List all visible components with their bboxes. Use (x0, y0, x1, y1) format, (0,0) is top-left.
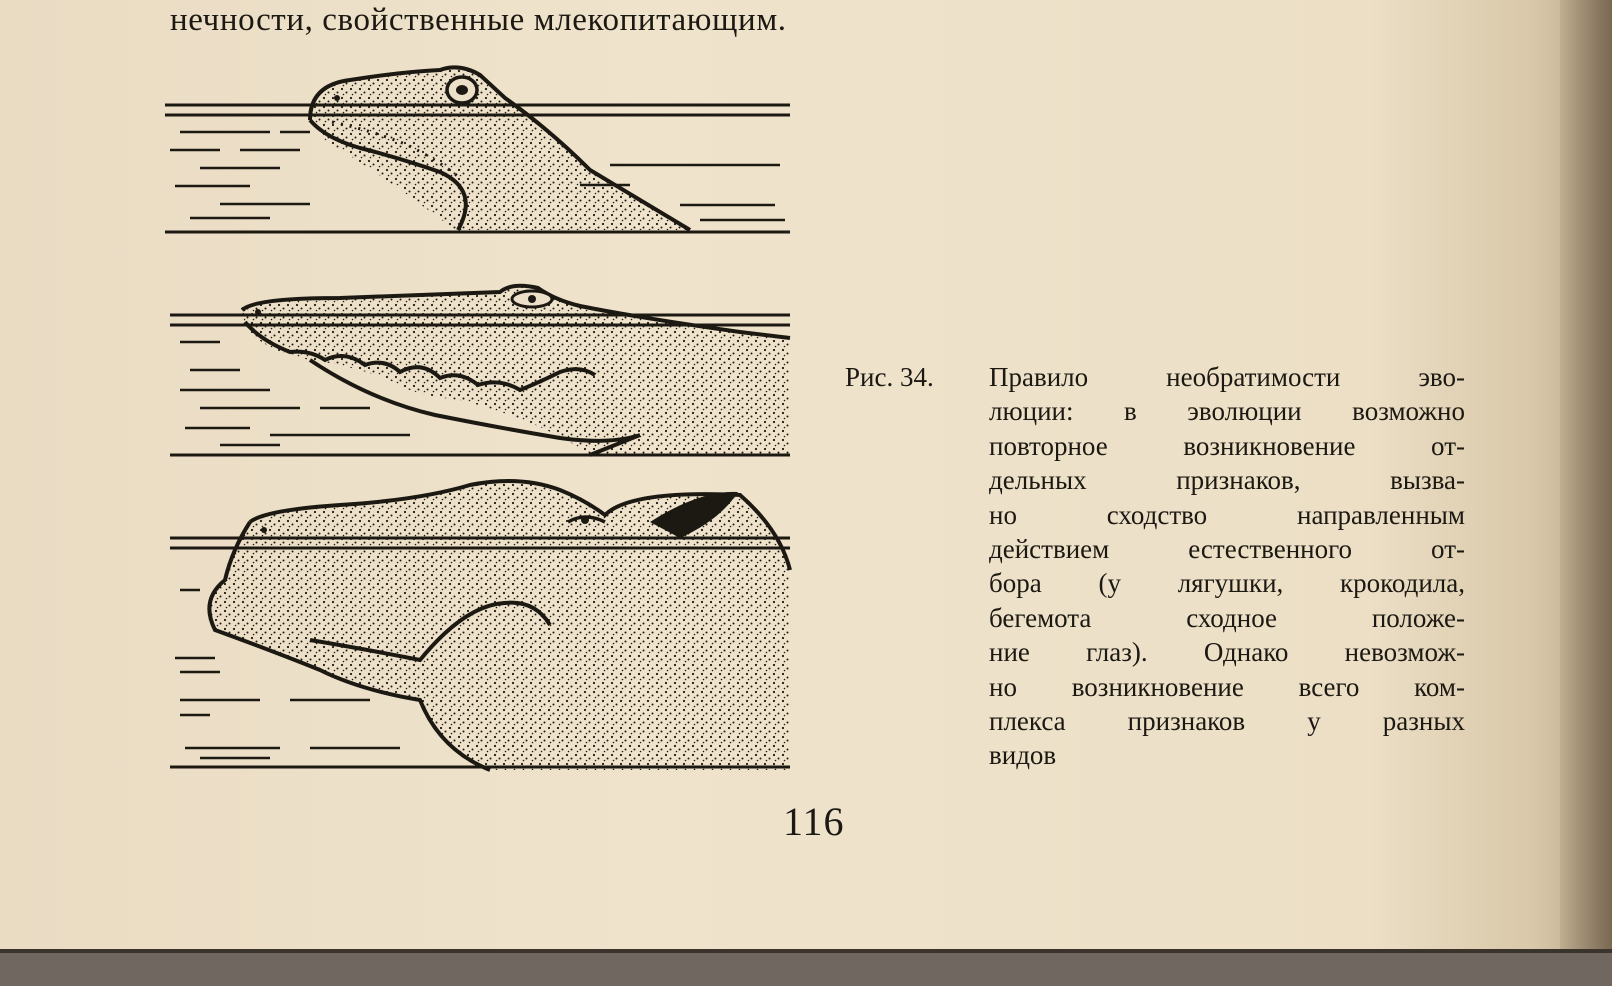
page-number: 116 (783, 799, 845, 844)
caption-line: видов (989, 740, 1057, 771)
caption-line: бегемота сходное положе- (989, 602, 1465, 633)
figure-34-illustration (160, 60, 800, 780)
figure-caption (845, 360, 1465, 773)
caption-line: но сходство направленным (989, 499, 1465, 530)
caption-line: действием естественного от- (989, 534, 1465, 565)
scan-background-band (0, 953, 1612, 986)
hippopotamus-head (160, 480, 800, 780)
frog-head (160, 60, 800, 250)
caption-line: но возникновение всего ком- (989, 671, 1465, 702)
figure-label: Рис. 34. (845, 362, 934, 392)
crocodile-head (160, 270, 800, 460)
top-text-line: нечности, свойственные млекопитающим. (170, 2, 787, 38)
caption-line: бора (у лягушки, крокодила, (989, 568, 1465, 599)
caption-first-line (845, 360, 1465, 394)
caption-line: ние глаз). Однако невозмож- (989, 637, 1465, 668)
caption-line: Правило необратимости эво- (989, 362, 1465, 392)
caption-line: люции: в эволюции возможно (989, 396, 1465, 427)
caption-line: плекса признаков у разных (989, 706, 1465, 737)
page-gutter-shadow (1560, 0, 1612, 986)
animal-heads-drawing (160, 60, 800, 780)
caption-line: дельных признаков, вызва- (989, 465, 1465, 496)
caption-line: повторное возникновение от- (989, 430, 1465, 461)
